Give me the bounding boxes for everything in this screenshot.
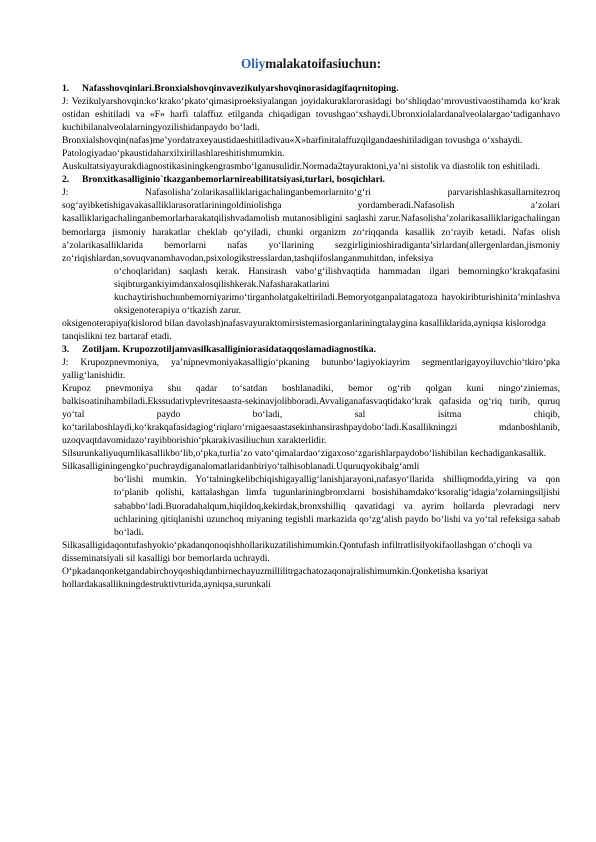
section-heading [62,173,560,186]
paragraph: Silsurunkaliyuqumlikasallikbo‘lib,o‘pka,turlia’zo vato‘qimalardao‘zigaxoso‘zgarishlarpaydobo‘lishibilan kechadigankasallik. [62,448,547,460]
paragraph: Krupoz pnevmoniya shu qadar to‘satdan boshlanadiki, bemor og‘rib qolgan kuni ningo‘ziniemas, balkisoatinihambiladi.Ekssudativplevritesaasta-sekinavjolibboradi.Avvaliganafasvaqtidako‘krak qafasida og‘riq turib, quruq yo‘tal paydo bo‘ladi, sal isitma chiqib, ko‘tarilaboshlaydi,ko‘krakqafasidagiog‘riqlaro‘rnigaesaastasekinhansirashpaydobo‘ladi.Kasallikningzi mdanboshlanib, uzoqvaqtdavomidazo‘rayibborishio‘pkarakivasiliuchun xarakterlidir. [62,383,560,447]
paragraph: J: Nafasolisha’zolarikasalliklarigachalinganbemorlarnito‘g‘ri parvarishlashkasallarnitezroq sog‘ayibketishigavakasalliklarasoratlariningoldiniolishga yordamberadi.Nafasolish a’zolari kasalliklarigachalinganbemorlarharakatqilishvadamolish mutanosibligini saqlashi zarur.Nafasolisha’zolarikasalliklarigachalingan bemorlarga jismoniy harakatlar cheklab qo‘yiladi, chunki organizm zo‘riqqanda kasallik zo‘rayib ketadi. Nafas olish a’zolarikasalliklarida bemorlarni nafas yo‘llarining sezgirliginioshiradiganta’sirlardan(allergenlardan,jismoniy zo‘riqishlardan,sovuqvanamhavodan,psixologikstresslardan,tashqiifoslanganmuhitdan, infeksiya [62,187,560,264]
section-number: 3. [62,343,70,355]
paragraph: bo‘lishi mumkin. Yo‘talningkelibchiqishigayallig‘lanishjarayoni,nafasyo‘llarida shilliqmodda,yiring va qon to‘planib qolishi, kattalashgan limfa tugunlariningbronxlarni bosishihamdako‘ksoralig‘idagia’zolarningsiljishi sababbo‘ladi.Buoradahalqum,hiqildoq,kekirdak,bronxshilliq qavatidagi va ayrim hollarda plevradagi nerv uchlarining qitiqlanishi uzunchoq miyaning tegishli markazida qo‘zg‘alish paydo bo‘lishi va yo‘tal refeksiga sabab bo‘ladi. [114,474,560,538]
paragraph: J: Vezikulyarshovqin:ko‘krako‘pkato‘qimasiproeksiyalangan joyidakuraklarorasidagi bo‘shliqdao‘mrovustivaostihamda ko‘krak ostidan eshitiladi va «F» harfi talaffuz etilganda chiqadigan tovushgao‘xshaydi.Ubronxiolalardanalveolalargao‘tadiganhavo kuchibilanalveolalarningyozilishidanpaydo bo‘ladi. [62,96,560,134]
paragraph: oksigenoterapiya(kislorod bilan davolash)nafasvayuraktomirsistemasiorganlariningtalaygina kasalliklarida,ayniqsa kislorodga tanqislikni tez bartaraf etadi. [62,317,546,342]
paragraph: Silkasalligidaqontufashyokio‘pkadanqonoqishhollarikuzatilishimumkin.Qontufash infiltratlisilyokifaollashgan o‘choqli va disseminatsiyali sil kasalligi bor bemorlarda uchraydi. [62,539,533,564]
title-accent: Oliy [241,56,266,71]
page-title [62,56,560,72]
paragraph: Auskultatsiyayurakdiagnostikasiningkengrasmbo‘lganusulidir.Normada2tayuraktoni,ya’ni sistolik va diastolik ton eshitiladi. [62,161,541,173]
section-number: 2. [62,174,70,186]
section-heading-text: Nafasshovqinlari.Bronxialshovqinvavezikulyarshovqinorasidagifaqrnitoping. [82,83,399,94]
title-rest: malakatoifasiuchun: [265,56,381,71]
paragraph: o‘choqlaridan) saqlash kerak. Hansirash vabo‘g‘ilishvaqtida hammadan ilgari bemorningko‘krakqafasini siqibturgankiyimdanxalosqilishkerak.Nafasharakatlarini kuchaytirishuchunbemorniyarimo‘tirganholatgakeltiriladi.Bemoryotganpalatagatoza havokiribturishinita’minlashva oksigenoterapiya o‘tkazish zarur. [114,265,560,316]
paragraph: Silkasalliginingengko‘puchraydiganalomatlaridanbiriyo‘talhisoblanadi.Uquruqyokibalg‘amli [62,461,420,473]
section-heading [62,343,560,356]
section-heading-text: Zotiljam. Krupozzotiljamvasilkasalliginiorasidataqqoslamadiagnostika. [82,343,376,355]
section-heading-text: Bronxitkasalliginio`tkazganbemorlarnireabilitatsiyasi,turlari, bosqichlari. [82,174,385,186]
section-heading [62,82,560,95]
section-number: 1. [62,83,70,94]
paragraph: O‘pkadanqonketgandabirchoyqoshiqdanbirnechayuzmillilitrgachatozaqonajralishimumkin.Qonketisha ksariyat hollardakasallikningdestruktivturida,ayniqsa,surunkali [62,565,489,590]
paragraph: Bronxialshovqin(nafas)me’yordatraxeyaustidaeshitiladivau«X»harfinitalaffuzqilgandaeshitiladigan tovushga o‘xshaydi. Patologiyadao‘pkaustidaharxilxirillashlareshitishmumkin. [62,135,523,160]
paragraph: J: Krupozpnevmoniya, ya’nipnevmoniyakasalligio‘pkaning butunbo‘lagiyokiayrim segmentlarigayoyiluvchio‘tkiro‘pka yallig‘lanishidir. [62,356,560,382]
